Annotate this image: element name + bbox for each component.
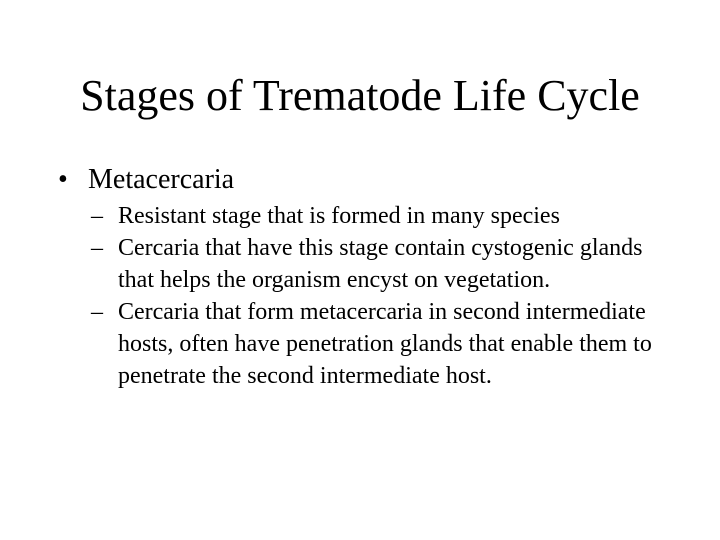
sub-bullet-marker: –: [91, 203, 103, 229]
slide-body: [58, 160, 698, 392]
sub-bullet-text: Resistant stage that is formed in many species: [118, 203, 560, 229]
bullet-metacercaria: [58, 160, 698, 200]
sub-bullet-marker: –: [91, 235, 103, 261]
sub-bullet-item: [58, 296, 658, 392]
slide-title: Stages of Trematode Life Cycle: [80, 71, 640, 120]
sub-bullet-item: [58, 232, 658, 296]
sub-bullet-list: [58, 200, 698, 392]
sub-bullet-text: Cercaria that form metacercaria in second intermediate hosts, often have penetration glands that enable them to penetrate the second intermediate host.: [118, 299, 652, 389]
bullet-text: Metacercaria: [88, 164, 235, 195]
sub-bullet-text: Cercaria that have this stage contain cystogenic glands that helps the organism encyst on vegetation.: [118, 235, 643, 293]
sub-bullet-item: [58, 200, 658, 232]
sub-bullet-marker: –: [91, 299, 103, 325]
bullet-marker: •: [58, 164, 68, 195]
